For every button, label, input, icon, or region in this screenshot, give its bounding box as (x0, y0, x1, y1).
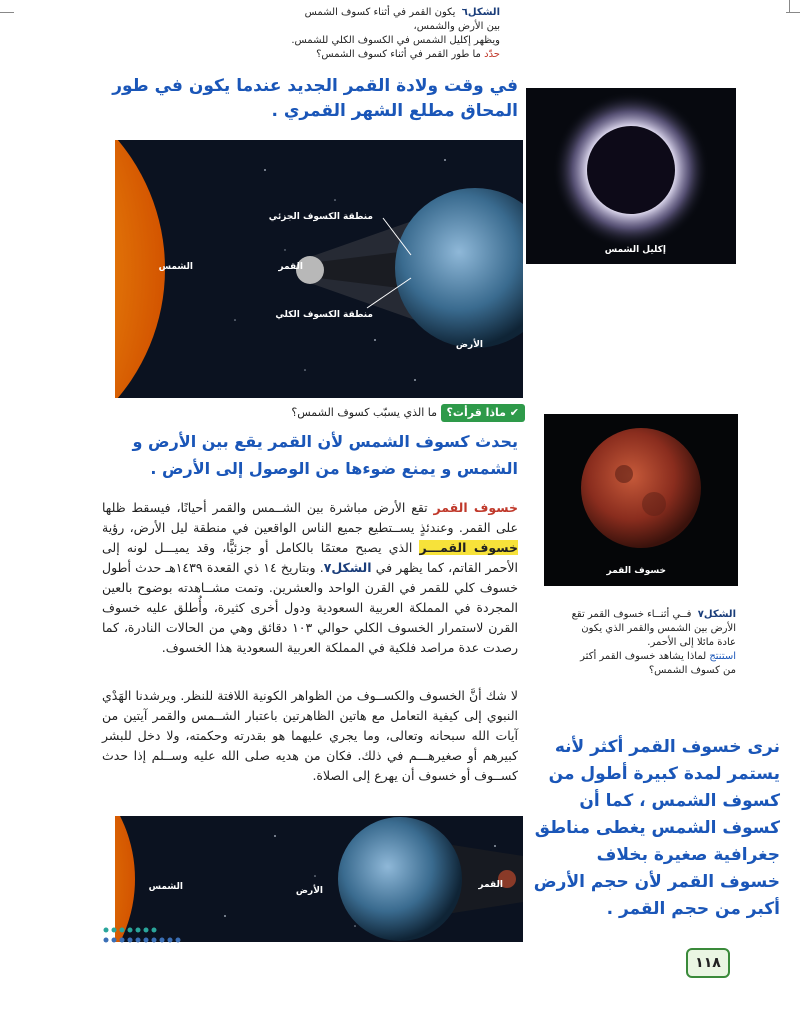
lunar-eclipse-image (544, 414, 738, 586)
reading-check-badge: ✔ ماذا قرأت؟ (441, 404, 525, 422)
crop-mark (0, 12, 14, 27)
lunar-diagram-moon-label: القمر (478, 880, 503, 890)
fig6-label: الشكل٦ (461, 7, 500, 18)
solar-eclipse-diagram (115, 140, 523, 398)
lunar-eclipse-photo (544, 414, 738, 586)
fig6-identify-word: حدّد (484, 49, 500, 60)
fig6-line1: يكون القمر في أثناء كسوف الشمس بين الأرض والشمس، (304, 7, 500, 32)
body-p1c: . وبتاريخ ١٤ ذي القعدة ١٤٣٩هـ حدث أطول خسوف كلي للقمر في القرن الواحد والعشرين. وتمت مشــاهدته بوضوح بالعين المجردة في المملكة العربية السعودية ودول أخرى كثيرة، وأُطلق عليه خسوف القرن لاستمرار الخسوف الكلي حوالي ١٠٣ دقائق وهي من الحالات النادرة، كما رصدت عدة مراصد فلكية في المملكة العربية السعودية هذا الخسوف. (102, 560, 518, 655)
partial-eclipse-zone-label: منطقة الكسوف الجزئي (268, 212, 373, 222)
reading-check-question: ما الذي يسبّب كسوف الشمس؟ (291, 406, 438, 419)
fig7-infer-question: لماذا يشاهد خسوف القمر أكثر من كسوف الشمس؟ (580, 651, 736, 676)
body-paragraph-2: لا شك أنَّ الخسوف والكســوف من الظواهر الكونية اللافتة للنظر. ويرشدنا الهَدْي النبوي إلى كيفية التعامل مع هاتين الظاهرتين باعتبار الشــمس والقمر آيتين من آيات الله سبحانه وتعالى، وما يجري عليهما هو بقدرته وحكمته، ولا دخل للبشر كبيرهم أو صغيرهـــم في ذلك. فكان من هديه صلى الله عليه وســلم إذا حدث كســوف أو خسوف أن يهرع إلى الصلاة. (102, 688, 518, 783)
lunar-eclipse-label: خسوف القمر (606, 566, 666, 576)
lunar-eclipse-term: خسوف القمر (433, 500, 518, 515)
lunar-diagram-earth-label: الأرض (295, 886, 323, 896)
fig7-caption (566, 608, 736, 678)
reading-check-answer: يحدث كسوف الشمس لأن القمر يقع بين الأرض و الشمس و يمنع ضوءها من الوصول إلى الأرض . (132, 432, 518, 478)
fig7-infer-word: استنتج (709, 651, 736, 662)
lunar-diagram-sun-label: الشمس (148, 882, 183, 892)
corona-image (526, 88, 736, 264)
reading-check (265, 404, 525, 422)
reading-check-badge-text: ماذا قرأت؟ (446, 406, 506, 419)
fig6-caption (290, 6, 500, 62)
ministry-logo-icon (100, 922, 190, 952)
corona-label: إكليل الشمس (604, 245, 666, 255)
moon-label: القمر (278, 262, 303, 272)
crop-mark (775, 0, 790, 12)
page-number: ١١٨ (686, 948, 730, 978)
fig7-answer: نرى خسوف القمر أكثر لأنه يستمر لمدة كبيرة أطول من كسوف الشمس ، كما أن كسوف الشمس يغطى مناطق جغرافية صغيرة بخلاف خسوف القمر لأن حجم الأرض أكبر من حجم القمر . (533, 737, 780, 919)
sun-label: الشمس (158, 262, 193, 272)
body-paragraph-1 (102, 498, 518, 658)
fig7-label: الشكل٧ (697, 609, 736, 620)
body-p1a: تقع الأرض مباشرة بين الشــمس والقمر أحيانًا، فيسقط ظلها على القمر. وعندئذٍ يســتطيع جميع الناس الواقعين في منطقة ليل الأرض، رؤية (102, 500, 518, 535)
ministry-logo (100, 922, 190, 952)
fig6-answer: في وقت ولادة القمر الجديد عندما يكون في طور المحاق مطلع الشهر القمري . (112, 76, 518, 121)
corona-photo (526, 88, 736, 264)
highlighted-term: خسوف القمـــر (419, 540, 518, 555)
crop-mark (786, 12, 800, 27)
fig6-line2: ويظهر إكليل الشمس في الكسوف الكلي للشمس. (291, 35, 500, 46)
fig7-text: فــي أثنــاء خسوف القمر تقع الأرض بين الشمس والقمر الذي يكون عادة مائلا إلى الأحمر. (571, 609, 736, 648)
fig6-identify-question: ما طور القمر في أثناء كسوف الشمس؟ (316, 49, 485, 60)
body-p1b: الذي يصبح معتمًا بالكامل أو جزئيًّا، وقد يميـــل لونه إلى الأحمر القاتم، كما يظهر في (102, 540, 518, 575)
total-eclipse-zone-label: منطقة الكسوف الكلي (275, 310, 373, 320)
fig7-reference: الشكل٧ (323, 560, 372, 575)
earth-label: الأرض (455, 340, 483, 350)
